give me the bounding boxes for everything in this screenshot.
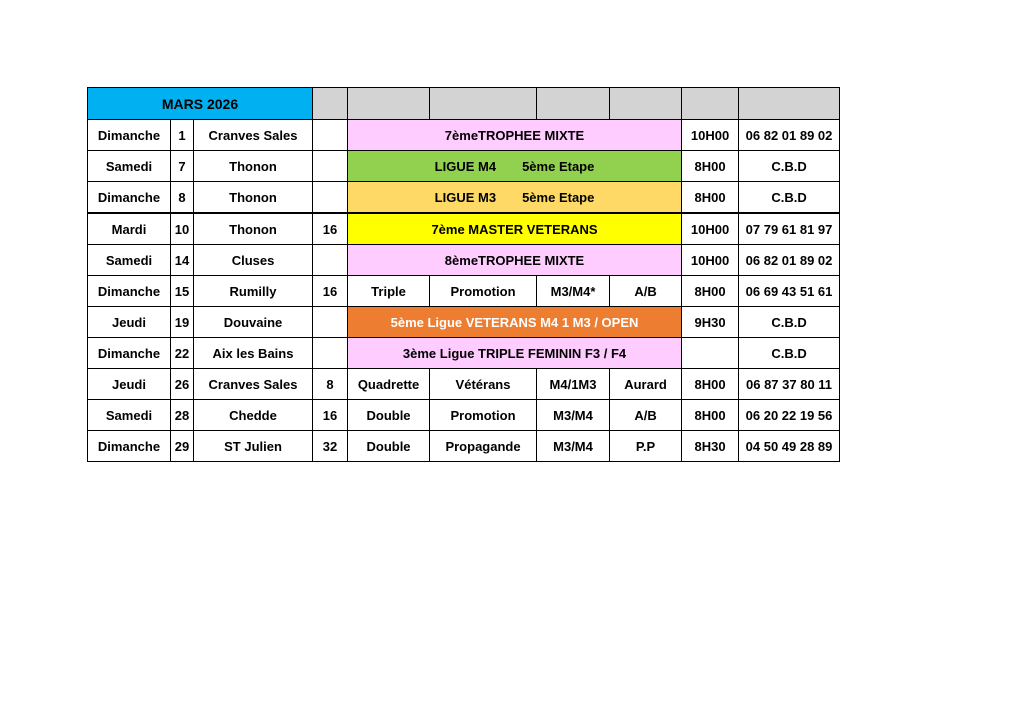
date-cell: 14	[171, 245, 194, 276]
date-cell: 10	[171, 213, 194, 245]
day-cell: Jeudi	[88, 307, 171, 338]
teams-cell: 16	[313, 213, 348, 245]
division-cell: Aurard	[610, 369, 682, 400]
time-cell: 8H00	[682, 276, 739, 307]
day-cell: Samedi	[88, 151, 171, 182]
time-cell: 8H30	[682, 431, 739, 462]
time-cell: 8H00	[682, 182, 739, 214]
event-cell	[348, 151, 682, 182]
table-row	[88, 245, 840, 276]
place-cell: Chedde	[194, 400, 313, 431]
time-cell	[682, 338, 739, 369]
table-row	[88, 307, 840, 338]
category-cell: Propagande	[430, 431, 537, 462]
place-cell: Cranves Sales	[194, 120, 313, 151]
date-cell: 1	[171, 120, 194, 151]
place-cell: Thonon	[194, 151, 313, 182]
day-cell: Jeudi	[88, 369, 171, 400]
time-cell: 8H00	[682, 151, 739, 182]
table-row	[88, 400, 840, 431]
contact-cell: C.B.D	[739, 338, 840, 369]
day-cell: Samedi	[88, 400, 171, 431]
table-row	[88, 338, 840, 369]
contact-cell: 06 82 01 89 02	[739, 245, 840, 276]
contact-cell: 04 50 49 28 89	[739, 431, 840, 462]
contact-cell: 06 82 01 89 02	[739, 120, 840, 151]
teams-cell: 16	[313, 400, 348, 431]
teams-cell	[313, 151, 348, 182]
teams-cell: 8	[313, 369, 348, 400]
date-cell: 19	[171, 307, 194, 338]
place-cell: ST Julien	[194, 431, 313, 462]
date-cell: 8	[171, 182, 194, 214]
event-stage: 5ème Etape	[522, 189, 595, 205]
place-cell: Cluses	[194, 245, 313, 276]
event-name: LIGUE M4	[434, 158, 497, 174]
event-cell: 7èmeTROPHEE MIXTE	[348, 120, 682, 151]
day-cell: Dimanche	[88, 338, 171, 369]
time-cell: 10H00	[682, 213, 739, 245]
contact-cell: 06 69 43 51 61	[739, 276, 840, 307]
date-cell: 28	[171, 400, 194, 431]
format-cell: Double	[348, 400, 430, 431]
table-row	[88, 151, 840, 182]
teams-cell	[313, 182, 348, 214]
day-cell: Dimanche	[88, 276, 171, 307]
contact-cell: C.B.D	[739, 307, 840, 338]
teams-cell	[313, 120, 348, 151]
header-cell	[348, 88, 430, 120]
division-cell: A/B	[610, 276, 682, 307]
day-cell: Dimanche	[88, 120, 171, 151]
division-cell: P.P	[610, 431, 682, 462]
event-stage: 5ème Etape	[522, 158, 595, 174]
month-title: MARS 2026	[88, 88, 313, 120]
time-cell: 10H00	[682, 245, 739, 276]
teams-cell: 32	[313, 431, 348, 462]
level-cell: M3/M4	[537, 431, 610, 462]
contact-cell: 07 79 61 81 97	[739, 213, 840, 245]
event-name: LIGUE M3	[434, 189, 497, 205]
place-cell: Rumilly	[194, 276, 313, 307]
teams-cell: 16	[313, 276, 348, 307]
date-cell: 22	[171, 338, 194, 369]
level-cell: M3/M4	[537, 400, 610, 431]
header-cell	[430, 88, 537, 120]
header-cell	[313, 88, 348, 120]
table-row	[88, 276, 840, 307]
place-cell: Douvaine	[194, 307, 313, 338]
header-row	[88, 88, 840, 120]
teams-cell	[313, 245, 348, 276]
table-row	[88, 120, 840, 151]
day-cell: Mardi	[88, 213, 171, 245]
date-cell: 26	[171, 369, 194, 400]
table-row	[88, 369, 840, 400]
header-cell	[537, 88, 610, 120]
table-row	[88, 431, 840, 462]
day-cell: Dimanche	[88, 431, 171, 462]
header-cell	[682, 88, 739, 120]
header-cell	[610, 88, 682, 120]
teams-cell	[313, 338, 348, 369]
schedule-table	[87, 87, 840, 462]
format-cell: Double	[348, 431, 430, 462]
time-cell: 9H30	[682, 307, 739, 338]
level-cell: M3/M4*	[537, 276, 610, 307]
date-cell: 7	[171, 151, 194, 182]
category-cell: Promotion	[430, 276, 537, 307]
contact-cell: C.B.D	[739, 151, 840, 182]
header-cell	[739, 88, 840, 120]
division-cell: A/B	[610, 400, 682, 431]
contact-cell: 06 87 37 80 11	[739, 369, 840, 400]
time-cell: 10H00	[682, 120, 739, 151]
category-cell: Vétérans	[430, 369, 537, 400]
place-cell: Thonon	[194, 182, 313, 214]
date-cell: 29	[171, 431, 194, 462]
day-cell: Dimanche	[88, 182, 171, 214]
category-cell: Promotion	[430, 400, 537, 431]
time-cell: 8H00	[682, 400, 739, 431]
time-cell: 8H00	[682, 369, 739, 400]
event-cell: 5ème Ligue VETERANS M4 1 M3 / OPEN	[348, 307, 682, 338]
date-cell: 15	[171, 276, 194, 307]
place-cell: Thonon	[194, 213, 313, 245]
level-cell: M4/1M3	[537, 369, 610, 400]
event-cell: 8èmeTROPHEE MIXTE	[348, 245, 682, 276]
contact-cell: 06 20 22 19 56	[739, 400, 840, 431]
format-cell: Quadrette	[348, 369, 430, 400]
event-cell	[348, 182, 682, 214]
format-cell: Triple	[348, 276, 430, 307]
day-cell: Samedi	[88, 245, 171, 276]
teams-cell	[313, 307, 348, 338]
event-cell: 7ème MASTER VETERANS	[348, 213, 682, 245]
place-cell: Cranves Sales	[194, 369, 313, 400]
table-row	[88, 182, 840, 214]
table-row	[88, 213, 840, 245]
event-cell: 3ème Ligue TRIPLE FEMININ F3 / F4	[348, 338, 682, 369]
place-cell: Aix les Bains	[194, 338, 313, 369]
contact-cell: C.B.D	[739, 182, 840, 214]
